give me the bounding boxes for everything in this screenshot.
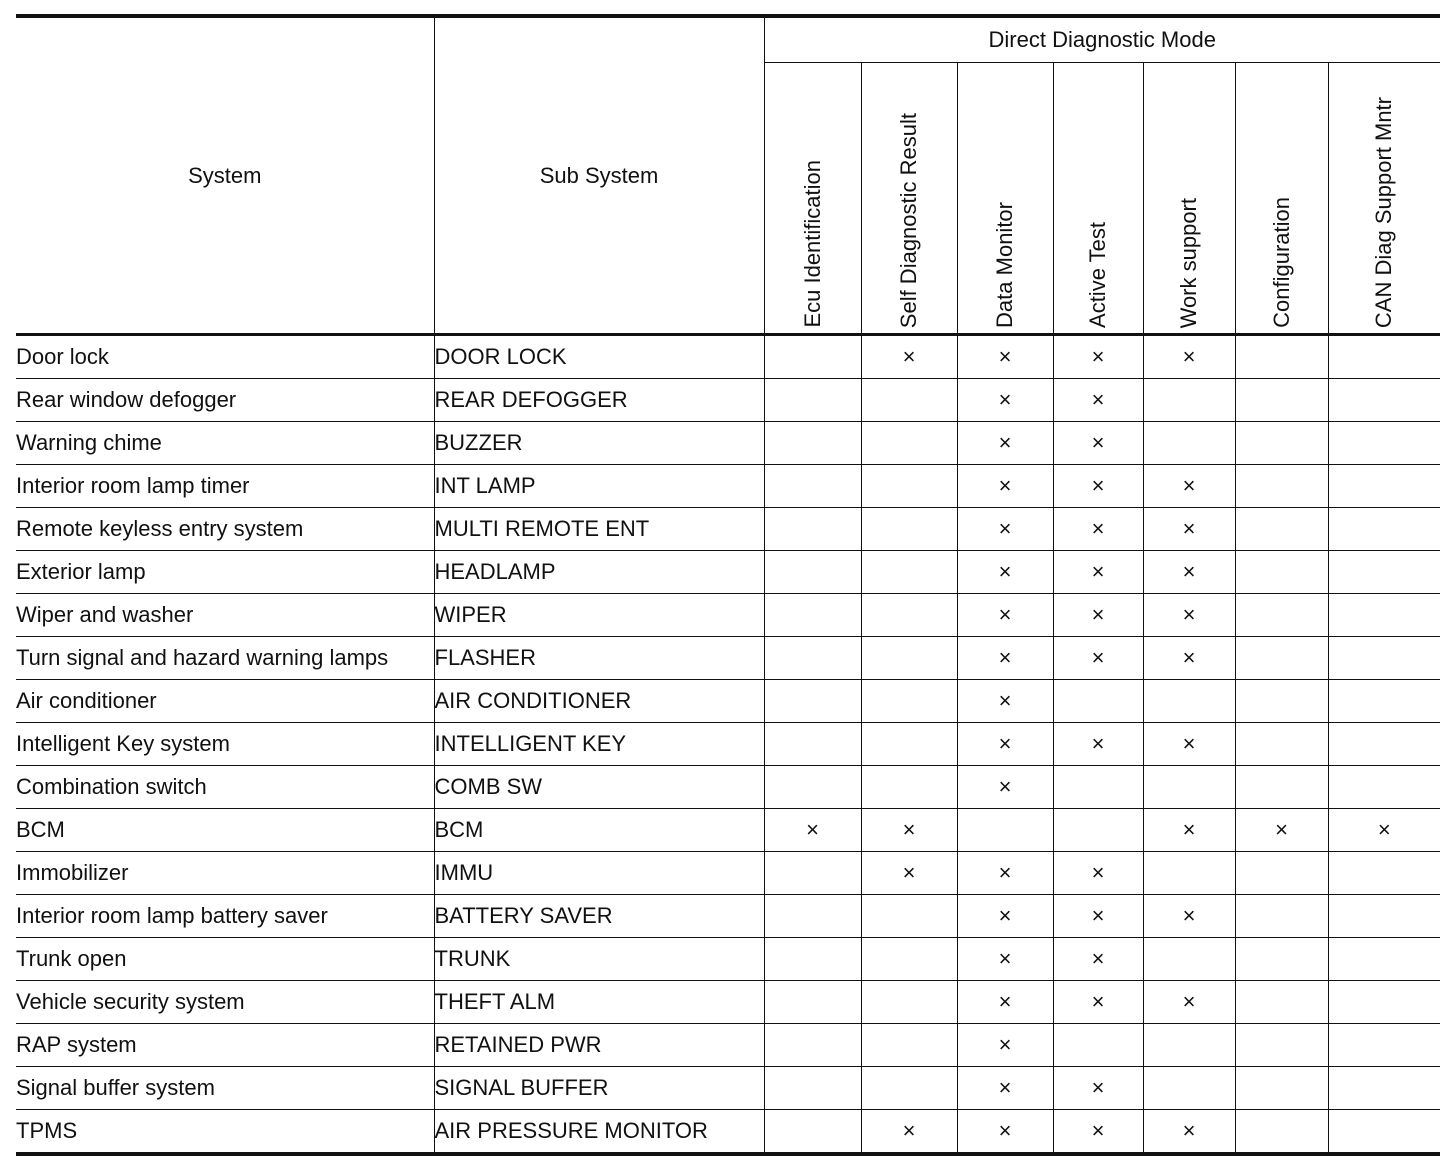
sub-system-cell: RETAINED PWR [434, 1024, 764, 1067]
mode-header-configuration: Configuration [1235, 63, 1328, 335]
table-row [16, 1067, 1440, 1110]
support-mark: × [1053, 637, 1143, 680]
empty-mark-cell [764, 335, 861, 379]
support-mark: × [1143, 465, 1235, 508]
empty-mark-cell [764, 465, 861, 508]
empty-mark-cell [764, 938, 861, 981]
sub-system-column-header: Sub System [434, 16, 764, 335]
system-cell: Vehicle security system [16, 981, 434, 1024]
support-mark: × [957, 335, 1053, 379]
empty-mark-cell [1235, 766, 1328, 809]
sub-system-cell: INT LAMP [434, 465, 764, 508]
empty-mark-cell [1328, 551, 1440, 594]
empty-mark-cell [861, 680, 957, 723]
table-row [16, 809, 1440, 852]
empty-mark-cell [1328, 379, 1440, 422]
empty-mark-cell [764, 1067, 861, 1110]
support-mark: × [957, 680, 1053, 723]
sub-system-cell: FLASHER [434, 637, 764, 680]
empty-mark-cell [1143, 680, 1235, 723]
support-mark: × [1328, 809, 1440, 852]
empty-mark-cell [1235, 680, 1328, 723]
support-mark: × [957, 723, 1053, 766]
sub-system-cell: BCM [434, 809, 764, 852]
system-column-header: System [16, 16, 434, 335]
table-row [16, 379, 1440, 422]
sub-system-cell: BATTERY SAVER [434, 895, 764, 938]
empty-mark-cell [1328, 335, 1440, 379]
support-mark: × [1143, 551, 1235, 594]
sub-system-cell: AIR PRESSURE MONITOR [434, 1110, 764, 1155]
system-cell: Door lock [16, 335, 434, 379]
support-mark: × [861, 852, 957, 895]
sub-system-cell: HEADLAMP [434, 551, 764, 594]
mode-header-ecu-identification: Ecu Identification [764, 63, 861, 335]
support-mark: × [1143, 335, 1235, 379]
empty-mark-cell [861, 1067, 957, 1110]
empty-mark-cell [1328, 422, 1440, 465]
empty-mark-cell [1143, 422, 1235, 465]
empty-mark-cell [861, 1024, 957, 1067]
empty-mark-cell [1328, 637, 1440, 680]
table-row [16, 981, 1440, 1024]
support-mark: × [957, 465, 1053, 508]
system-cell: Warning chime [16, 422, 434, 465]
sub-system-cell: WIPER [434, 594, 764, 637]
empty-mark-cell [764, 895, 861, 938]
support-mark: × [1143, 1110, 1235, 1155]
empty-mark-cell [861, 422, 957, 465]
empty-mark-cell [1235, 465, 1328, 508]
support-mark: × [861, 1110, 957, 1155]
support-mark: × [1053, 1067, 1143, 1110]
table-row [16, 422, 1440, 465]
empty-mark-cell [1328, 1110, 1440, 1155]
empty-mark-cell [957, 809, 1053, 852]
empty-mark-cell [1328, 680, 1440, 723]
empty-mark-cell [1053, 680, 1143, 723]
empty-mark-cell [861, 766, 957, 809]
support-mark: × [1053, 422, 1143, 465]
empty-mark-cell [1053, 766, 1143, 809]
system-cell: Trunk open [16, 938, 434, 981]
support-mark: × [957, 637, 1053, 680]
empty-mark-cell [1235, 637, 1328, 680]
empty-mark-cell [1235, 723, 1328, 766]
empty-mark-cell [1235, 1067, 1328, 1110]
sub-system-cell: AIR CONDITIONER [434, 680, 764, 723]
empty-mark-cell [764, 981, 861, 1024]
empty-mark-cell [764, 551, 861, 594]
system-cell: Intelligent Key system [16, 723, 434, 766]
support-mark: × [1053, 551, 1143, 594]
empty-mark-cell [1235, 379, 1328, 422]
support-mark: × [957, 1024, 1053, 1067]
system-cell: Air conditioner [16, 680, 434, 723]
support-mark: × [1143, 895, 1235, 938]
support-mark: × [861, 335, 957, 379]
table-row [16, 938, 1440, 981]
table-row [16, 335, 1440, 379]
table-row [16, 680, 1440, 723]
empty-mark-cell [764, 723, 861, 766]
support-mark: × [957, 766, 1053, 809]
support-mark: × [957, 594, 1053, 637]
empty-mark-cell [1328, 981, 1440, 1024]
table-row [16, 852, 1440, 895]
support-mark: × [1053, 1110, 1143, 1155]
sub-system-cell: REAR DEFOGGER [434, 379, 764, 422]
system-cell: Signal buffer system [16, 1067, 434, 1110]
sub-system-cell: SIGNAL BUFFER [434, 1067, 764, 1110]
direct-diagnostic-mode-header: Direct Diagnostic Mode [764, 16, 1440, 63]
support-mark: × [1053, 335, 1143, 379]
empty-mark-cell [1235, 938, 1328, 981]
system-cell: Turn signal and hazard warning lamps [16, 637, 434, 680]
support-mark: × [957, 379, 1053, 422]
support-mark: × [957, 1067, 1053, 1110]
empty-mark-cell [764, 1110, 861, 1155]
system-cell: RAP system [16, 1024, 434, 1067]
empty-mark-cell [861, 508, 957, 551]
support-mark: × [1053, 379, 1143, 422]
empty-mark-cell [861, 551, 957, 594]
support-mark: × [861, 809, 957, 852]
support-mark: × [1053, 938, 1143, 981]
empty-mark-cell [1328, 723, 1440, 766]
empty-mark-cell [1235, 1024, 1328, 1067]
sub-system-cell: MULTI REMOTE ENT [434, 508, 764, 551]
system-cell: Interior room lamp timer [16, 465, 434, 508]
support-mark: × [1053, 594, 1143, 637]
empty-mark-cell [1053, 809, 1143, 852]
sub-system-cell: DOOR LOCK [434, 335, 764, 379]
empty-mark-cell [1143, 852, 1235, 895]
mode-header-self-diagnostic-result: Self Diagnostic Result [861, 63, 957, 335]
empty-mark-cell [1235, 895, 1328, 938]
support-mark: × [1053, 895, 1143, 938]
empty-mark-cell [1328, 852, 1440, 895]
diagnostic-mode-table [16, 14, 1440, 1156]
sub-system-cell: INTELLIGENT KEY [434, 723, 764, 766]
table-row [16, 551, 1440, 594]
support-mark: × [1053, 465, 1143, 508]
empty-mark-cell [1053, 1024, 1143, 1067]
empty-mark-cell [1143, 938, 1235, 981]
table-row [16, 594, 1440, 637]
mode-header-can-diag-support-mntr: CAN Diag Support Mntr [1328, 63, 1440, 335]
empty-mark-cell [1328, 594, 1440, 637]
empty-mark-cell [764, 766, 861, 809]
support-mark: × [957, 938, 1053, 981]
system-cell: Rear window defogger [16, 379, 434, 422]
table-row [16, 465, 1440, 508]
empty-mark-cell [861, 895, 957, 938]
support-mark: × [957, 895, 1053, 938]
empty-mark-cell [1143, 766, 1235, 809]
empty-mark-cell [764, 508, 861, 551]
system-cell: Immobilizer [16, 852, 434, 895]
support-mark: × [957, 422, 1053, 465]
support-mark: × [764, 809, 861, 852]
empty-mark-cell [1328, 938, 1440, 981]
empty-mark-cell [861, 637, 957, 680]
system-cell: TPMS [16, 1110, 434, 1155]
empty-mark-cell [1235, 981, 1328, 1024]
support-mark: × [1053, 852, 1143, 895]
table-row [16, 637, 1440, 680]
system-cell: Remote keyless entry system [16, 508, 434, 551]
support-mark: × [1235, 809, 1328, 852]
system-cell: Combination switch [16, 766, 434, 809]
empty-mark-cell [1235, 551, 1328, 594]
system-cell: Wiper and washer [16, 594, 434, 637]
empty-mark-cell [764, 680, 861, 723]
empty-mark-cell [1143, 1024, 1235, 1067]
table-row [16, 508, 1440, 551]
system-cell: BCM [16, 809, 434, 852]
table-row [16, 723, 1440, 766]
empty-mark-cell [861, 379, 957, 422]
support-mark: × [1143, 723, 1235, 766]
support-mark: × [957, 852, 1053, 895]
sub-system-cell: TRUNK [434, 938, 764, 981]
empty-mark-cell [764, 379, 861, 422]
system-cell: Exterior lamp [16, 551, 434, 594]
sub-system-cell: THEFT ALM [434, 981, 764, 1024]
support-mark: × [1053, 723, 1143, 766]
support-mark: × [957, 1110, 1053, 1155]
support-mark: × [1143, 981, 1235, 1024]
table-row [16, 1024, 1440, 1067]
empty-mark-cell [764, 422, 861, 465]
support-mark: × [1053, 981, 1143, 1024]
sub-system-cell: IMMU [434, 852, 764, 895]
support-mark: × [1143, 508, 1235, 551]
empty-mark-cell [1235, 594, 1328, 637]
empty-mark-cell [1328, 465, 1440, 508]
empty-mark-cell [861, 981, 957, 1024]
mode-header-data-monitor: Data Monitor [957, 63, 1053, 335]
empty-mark-cell [1235, 335, 1328, 379]
empty-mark-cell [1143, 379, 1235, 422]
table-body [16, 335, 1440, 1155]
empty-mark-cell [1328, 1067, 1440, 1110]
support-mark: × [1143, 594, 1235, 637]
empty-mark-cell [764, 1024, 861, 1067]
support-mark: × [957, 508, 1053, 551]
mode-header-work-support: Work support [1143, 63, 1235, 335]
empty-mark-cell [1235, 852, 1328, 895]
table-row [16, 895, 1440, 938]
table-row [16, 1110, 1440, 1155]
empty-mark-cell [861, 938, 957, 981]
empty-mark-cell [1235, 508, 1328, 551]
empty-mark-cell [1328, 508, 1440, 551]
support-mark: × [957, 551, 1053, 594]
empty-mark-cell [1143, 1067, 1235, 1110]
support-mark: × [1053, 508, 1143, 551]
empty-mark-cell [1235, 422, 1328, 465]
empty-mark-cell [861, 594, 957, 637]
empty-mark-cell [861, 465, 957, 508]
support-mark: × [957, 981, 1053, 1024]
empty-mark-cell [764, 594, 861, 637]
support-mark: × [1143, 637, 1235, 680]
empty-mark-cell [861, 723, 957, 766]
empty-mark-cell [764, 637, 861, 680]
system-cell: Interior room lamp battery saver [16, 895, 434, 938]
table-row [16, 766, 1440, 809]
sub-system-cell: BUZZER [434, 422, 764, 465]
sub-system-cell: COMB SW [434, 766, 764, 809]
empty-mark-cell [1235, 1110, 1328, 1155]
empty-mark-cell [1328, 1024, 1440, 1067]
empty-mark-cell [1328, 766, 1440, 809]
support-mark: × [1143, 809, 1235, 852]
empty-mark-cell [1328, 895, 1440, 938]
empty-mark-cell [764, 852, 861, 895]
mode-header-active-test: Active Test [1053, 63, 1143, 335]
